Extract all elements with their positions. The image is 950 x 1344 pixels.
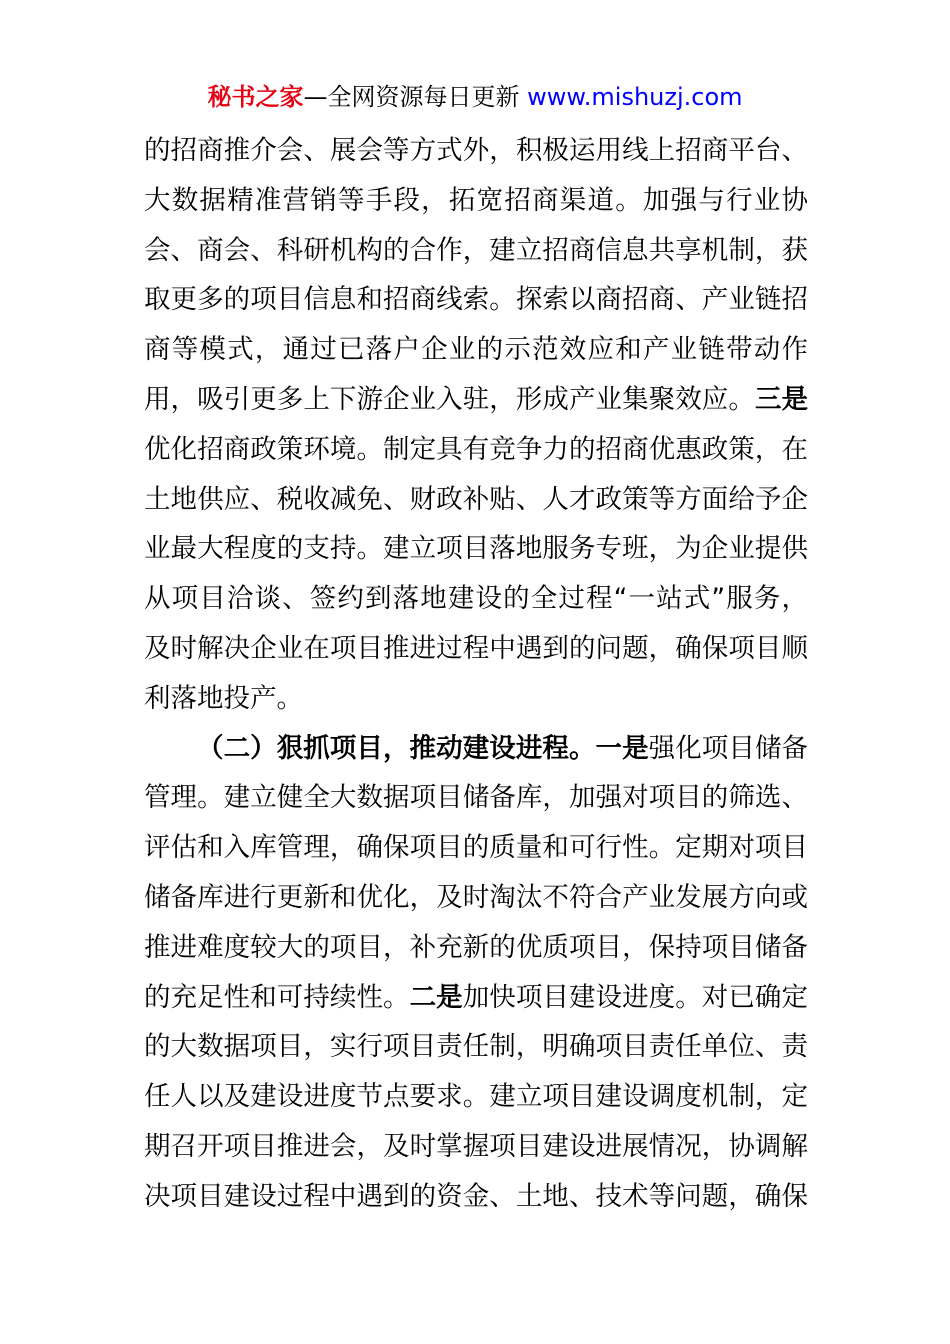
text-line [144,126,808,176]
text-line [144,923,808,973]
text-segment: 土地供应、税收减免、财政补贴、人才政策等方面给予企 [144,483,808,515]
text-segment: 任人以及建设进度节点要求。建立项目建设调度机制，定 [144,1081,808,1113]
text-line [144,674,808,724]
site-url[interactable]: www.mishuzj.com [527,83,743,111]
text-line [144,624,808,674]
text-line [144,574,808,624]
site-tagline: —全网资源每日更新 [303,83,528,111]
text-segment: 推进难度较大的项目，补充新的优质项目，保持项目储备 [144,931,808,963]
text-segment: 的招商推介会、展会等方式外，积极运用线上招商平台、 [144,135,808,166]
text-line [144,475,808,525]
text-line [144,1072,808,1122]
text-line [144,1022,808,1072]
text-segment: 管理。建立健全大数据项目储备库，加强对项目的筛选、 [144,782,808,814]
text-line [144,1172,808,1222]
bold-text-segment: 三是 [754,383,808,415]
text-segment: 利落地投产。 [144,682,303,714]
text-segment: 期召开项目推进会，及时掌握项目建设进展情况，协调解 [144,1130,808,1162]
text-segment: 储备库进行更新和优化，及时淘汰不符合产业发展方向或 [144,881,808,913]
text-line [144,226,808,276]
text-segment: 决项目建设过程中遇到的资金、土地、技术等问题，确保 [144,1180,808,1212]
text-segment: 从项目洽谈、签约到落地建设的全过程“一站式”服务， [144,583,808,615]
site-brand: 秘书之家 [207,83,304,111]
text-line [144,425,808,475]
text-line [144,973,808,1023]
text-segment: 的充足性和可持续性。 [144,981,410,1013]
text-line [144,176,808,226]
text-segment: 用，吸引更多上下游企业入驻，形成产业集聚效应。 [144,383,755,415]
text-line [144,275,808,325]
text-segment: 评估和入库管理，确保项目的质量和可行性。定期对项目 [144,832,808,864]
text-segment: 业最大程度的支持。建立项目落地服务专班，为企业提供 [144,533,808,565]
text-line [144,325,808,375]
bold-text-segment: （二）狠抓项目，推动建设进程。 [197,732,596,764]
text-segment: 加快项目建设进度。对已确定 [462,981,808,1013]
text-segment: 强化项目储备 [648,732,809,764]
text-segment: 商等模式，通过已落户企业的示范效应和产业链带动作 [144,334,808,366]
text-line [144,873,808,923]
text-line [144,773,808,823]
text-segment: 优化招商政策环境。制定具有竞争力的招商优惠政策，在 [144,433,808,465]
text-segment: 取更多的项目信息和招商线索。探索以商招商、产业链招 [144,284,808,316]
text-line [144,375,808,425]
bold-text-segment: 二是 [409,981,463,1013]
text-segment: 会、商会、科研机构的合作，建立招商信息共享机制，获 [144,234,808,266]
document-body [144,126,808,1222]
text-segment: 的大数据项目，实行项目责任制，明确项目责任单位、责 [144,1031,808,1063]
text-line [144,524,808,574]
text-line [144,724,808,774]
text-segment: 大数据精准营销等手段，拓宽招商渠道。加强与行业协 [144,184,808,216]
text-line [144,823,808,873]
text-segment: 及时解决企业在项目推进过程中遇到的问题，确保项目顺 [144,632,808,664]
text-line [144,1122,808,1172]
page-header [0,80,950,114]
bold-text-segment: 一是 [595,732,649,764]
